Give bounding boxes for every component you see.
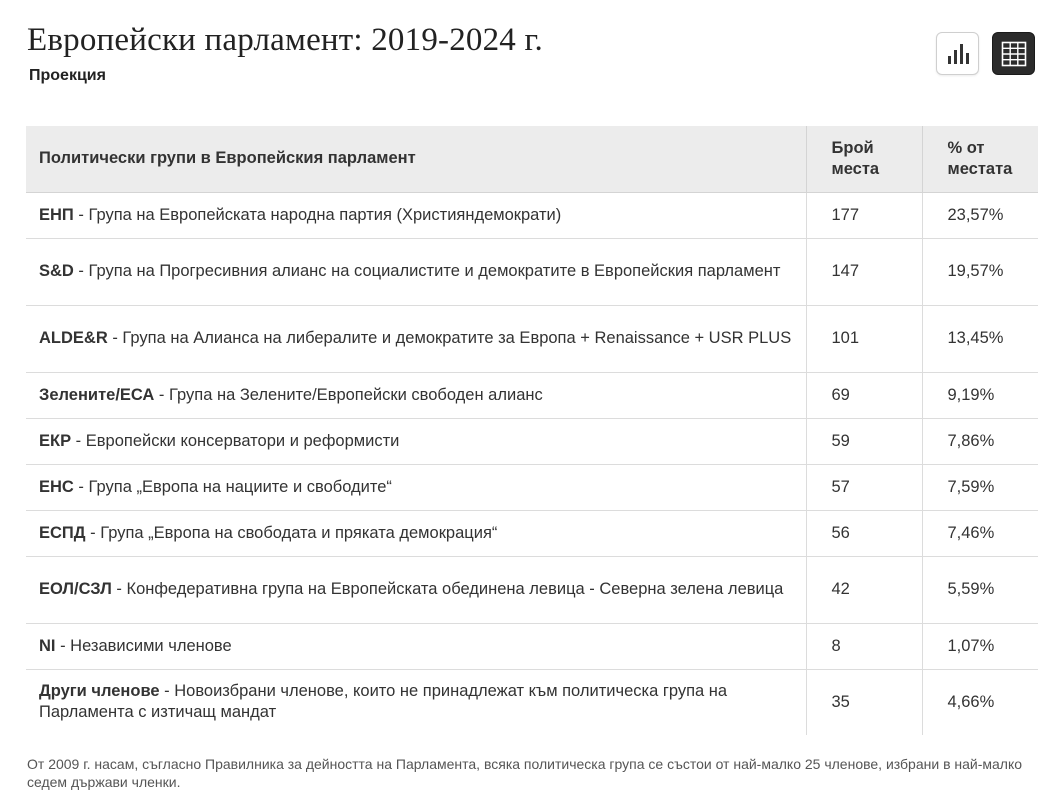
- group-description: - Група на Прогресивния алианс на социалистите и демократите в Европейския парламент: [73, 262, 781, 280]
- table-row: [26, 623, 1038, 669]
- column-header-seats: [806, 126, 922, 192]
- percent-cell: 7,86%: [922, 418, 1038, 464]
- group-abbr: Други членове: [39, 682, 160, 701]
- seats-cell: 59: [806, 418, 922, 464]
- percent-cell: 7,46%: [922, 510, 1038, 556]
- seats-cell: 8: [806, 623, 922, 669]
- grid-table-icon: [1001, 41, 1027, 67]
- table-row: [26, 556, 1038, 623]
- seats-cell: 56: [806, 510, 922, 556]
- group-description: - Независими членове: [55, 636, 232, 655]
- table-row: [26, 510, 1038, 556]
- percent-cell: 5,59%: [922, 556, 1038, 623]
- group-abbr: ЕНС: [39, 477, 74, 496]
- group-description: - Европейски консерватори и реформисти: [71, 431, 400, 450]
- table-row: [26, 372, 1038, 418]
- column-header-percent: [922, 126, 1038, 192]
- group-description: - Група на Европейската народна партия (Християндемократи): [73, 205, 562, 224]
- table-view-button[interactable]: [992, 32, 1035, 75]
- group-description: - Група „Европа на нациите и свободите“: [73, 477, 392, 496]
- group-abbr: Зелените/ЕСА: [39, 385, 155, 404]
- group-cell: [26, 192, 806, 238]
- group-cell: [26, 418, 806, 464]
- percent-cell: 1,07%: [922, 623, 1038, 669]
- seats-cell: 177: [806, 192, 922, 238]
- percent-cell: 7,59%: [922, 464, 1038, 510]
- seats-header-line1: Брой: [831, 138, 874, 157]
- chart-view-button[interactable]: [936, 32, 979, 75]
- column-header-group: Политически групи в Европейския парламент: [26, 126, 806, 192]
- seats-cell: 69: [806, 372, 922, 418]
- seats-cell: 101: [806, 305, 922, 372]
- group-abbr: ЕКР: [39, 431, 72, 450]
- group-description: - Конфедеративна група на Европейската обединена левица - Северна зелена левица: [111, 580, 784, 598]
- table-row: [26, 669, 1038, 735]
- percent-header-line1: % от: [947, 138, 985, 157]
- table-row: [26, 305, 1038, 372]
- page-subtitle: Проекция: [29, 67, 106, 84]
- group-abbr: ALDE&R: [39, 329, 108, 347]
- table-row: [26, 418, 1038, 464]
- footnote: От 2009 г. насам, съгласно Правилника за дейността на Парламента, всяка политическа група се състои от най-малко 25 членове, избрани в най-малко седем държави членки.: [27, 756, 1023, 790]
- group-cell: [26, 238, 806, 305]
- group-cell: [26, 464, 806, 510]
- table-row: [26, 238, 1038, 305]
- table-row: [26, 192, 1038, 238]
- group-cell: [26, 556, 806, 623]
- group-abbr: ЕСПД: [39, 523, 86, 542]
- seats-cell: 147: [806, 238, 922, 305]
- seats-header-line2: места: [831, 159, 880, 178]
- parliament-groups-table: [26, 126, 1038, 735]
- group-cell: [26, 669, 806, 735]
- group-abbr: NI: [39, 636, 56, 655]
- percent-header-line2: местата: [947, 159, 1013, 178]
- group-abbr: S&D: [39, 262, 74, 280]
- percent-cell: 9,19%: [922, 372, 1038, 418]
- page-title: Европейски парламент: 2019-2024 г.: [27, 22, 543, 58]
- group-cell: [26, 510, 806, 556]
- group-abbr: ЕОЛ/СЗЛ: [39, 580, 112, 598]
- group-cell: [26, 623, 806, 669]
- seats-cell: 35: [806, 669, 922, 735]
- group-abbr: ЕНП: [39, 205, 74, 224]
- seats-cell: 42: [806, 556, 922, 623]
- percent-cell: 4,66%: [922, 669, 1038, 735]
- table-header-row: [26, 126, 1038, 192]
- group-description: - Новоизбрани членове, които не принадлежат към политическа група на Парламента с изтичащ мандат: [39, 682, 728, 722]
- percent-cell: 13,45%: [922, 305, 1038, 372]
- table-row: [26, 464, 1038, 510]
- group-cell: [26, 372, 806, 418]
- percent-cell: 19,57%: [922, 238, 1038, 305]
- group-description: - Група „Европа на свободата и пряката демокрация“: [85, 523, 498, 542]
- percent-cell: 23,57%: [922, 192, 1038, 238]
- seats-cell: 57: [806, 464, 922, 510]
- group-description: - Група на Зелените/Европейски свободен алианс: [154, 385, 543, 404]
- bar-chart-icon: [945, 41, 971, 67]
- group-cell: [26, 305, 806, 372]
- group-description: - Група на Алианса на либералите и демократите за Европа + Renaissance + USR PLUS: [107, 329, 792, 347]
